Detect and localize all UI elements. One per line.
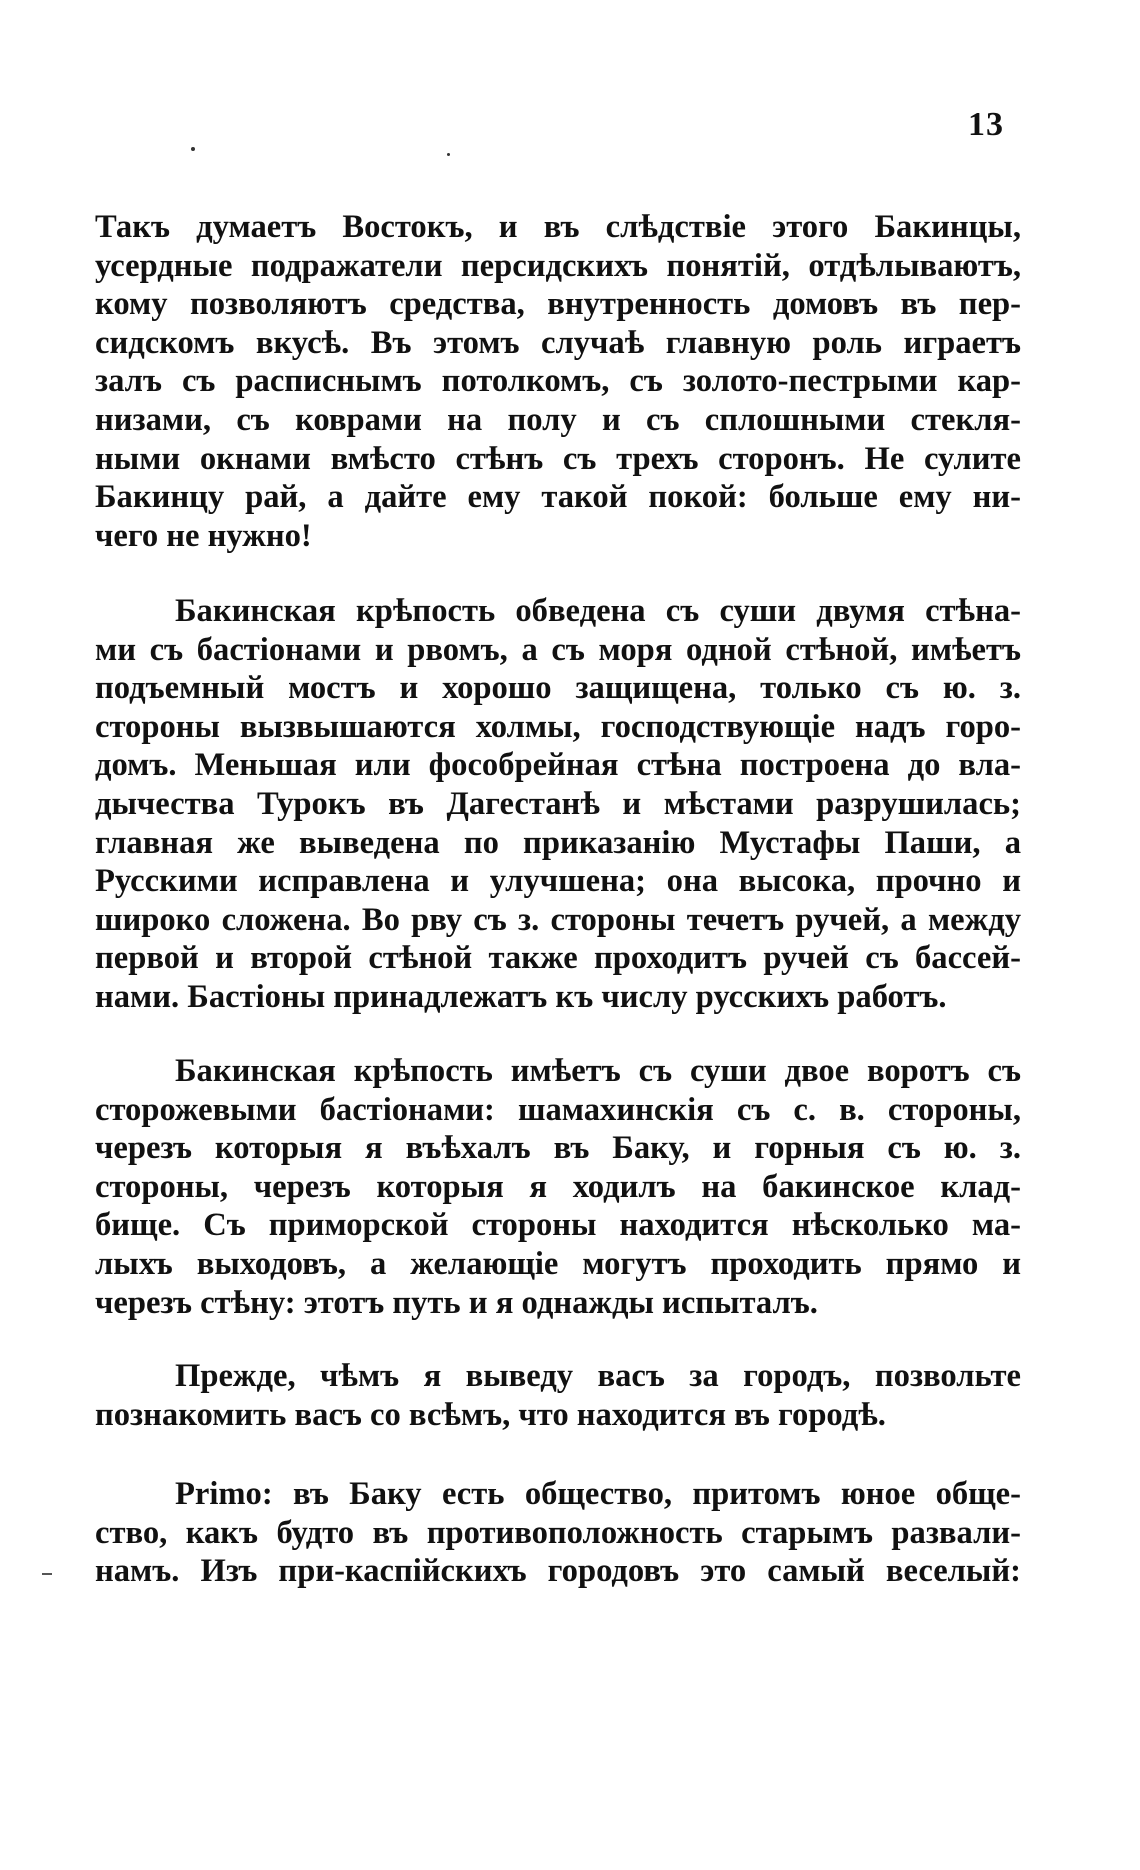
text-line: ными окнами вмѣсто стѣнъ съ трехъ сторонъ. Не сулите: [95, 440, 1021, 477]
paragraph-3: [95, 1052, 1021, 1322]
text-line: Primo: въ Баку есть общество, притомъ юное обще-: [175, 1476, 1021, 1512]
text-line: подъемный мостъ и хорошо защищена, только съ ю. з.: [95, 670, 1021, 707]
text-line: стороны, черезъ которыя я ходилъ на бакинское клад-: [95, 1168, 1021, 1205]
text-line: усердные подражатели персидскихъ понятій, отдѣлываютъ,: [95, 247, 1021, 284]
text-line: намъ. Изъ при-каспійскихъ городовъ это самый веселый:: [95, 1553, 1021, 1590]
text-line: Бакинская крѣпость имѣетъ съ суши двое воротъ съ: [175, 1053, 1021, 1089]
text-line: Прежде, чѣмъ я выведу васъ за городъ, позвольте: [175, 1358, 1021, 1394]
text-line: низами, съ коврами на полу и съ сплошными стекля-: [95, 401, 1021, 438]
paragraph-4: [95, 1357, 1021, 1434]
margin-mark: [42, 1573, 52, 1575]
text-line: чего не нужно!: [95, 517, 312, 554]
text-line: ми съ бастіонами и рвомъ, а съ моря одной стѣной, имѣетъ: [95, 631, 1021, 668]
text-line: залъ съ расписнымъ потолкомъ, съ золото-пестрыми кар-: [95, 363, 1021, 400]
text-line: лыхъ выходовъ, а желающіе могутъ проходить прямо и: [95, 1245, 1021, 1282]
page-number: 13: [968, 106, 1004, 143]
print-speck: [191, 147, 195, 151]
text-line: Такъ думаетъ Востокъ, и въ слѣдствіе этого Бакинцы,: [95, 209, 1021, 245]
text-line: широко сложена. Во рву съ з. стороны течетъ ручей, а между: [95, 901, 1021, 938]
text-line: Бакинская крѣпость обведена съ суши двумя стѣна-: [175, 593, 1021, 629]
paragraph-2: [95, 592, 1021, 1017]
text-line: нами. Бастіоны принадлежатъ къ числу русскихъ работъ.: [95, 978, 947, 1015]
text-line: главная же выведена по приказанію Мустафы Паши, а: [95, 824, 1021, 861]
text-line: дычества Турокъ въ Дагестанѣ и мѣстами разрушилась;: [95, 785, 1021, 822]
text-line: кому позволяютъ средства, внутренность домовъ въ пер-: [95, 286, 1021, 323]
paragraph-5: [95, 1475, 1021, 1591]
text-line: домъ. Меньшая или фособрейная стѣна построена до вла-: [95, 747, 1021, 784]
text-line: Русскими исправлена и улучшена; она высока, прочно и: [95, 863, 1021, 900]
text-line: Бакинцу рай, а дайте ему такой покой: больше ему ни-: [95, 479, 1021, 516]
text-line: сидскомъ вкусѣ. Въ этомъ случаѣ главную роль играетъ: [95, 324, 1021, 361]
text-line: черезъ стѣну: этотъ путь и я однажды испыталъ.: [95, 1284, 818, 1321]
print-speck: [447, 153, 450, 156]
text-line: первой и второй стѣной также проходитъ ручей съ бассей-: [95, 940, 1021, 977]
text-line: сторожевыми бастіонами: шамахинскія съ с. в. стороны,: [95, 1091, 1021, 1128]
text-line: ство, какъ будто въ противоположность старымъ развали-: [95, 1514, 1021, 1551]
text-line: черезъ которыя я въѣхалъ въ Баку, и горныя съ ю. з.: [95, 1130, 1021, 1167]
paragraph-1: [95, 208, 1021, 555]
text-line: познакомить васъ со всѣмъ, что находится въ городѣ.: [95, 1396, 886, 1433]
text-line: стороны вызвышаются холмы, господствующіе надъ горо-: [95, 708, 1021, 745]
text-line: бище. Съ приморской стороны находится нѣсколько ма-: [95, 1207, 1021, 1244]
